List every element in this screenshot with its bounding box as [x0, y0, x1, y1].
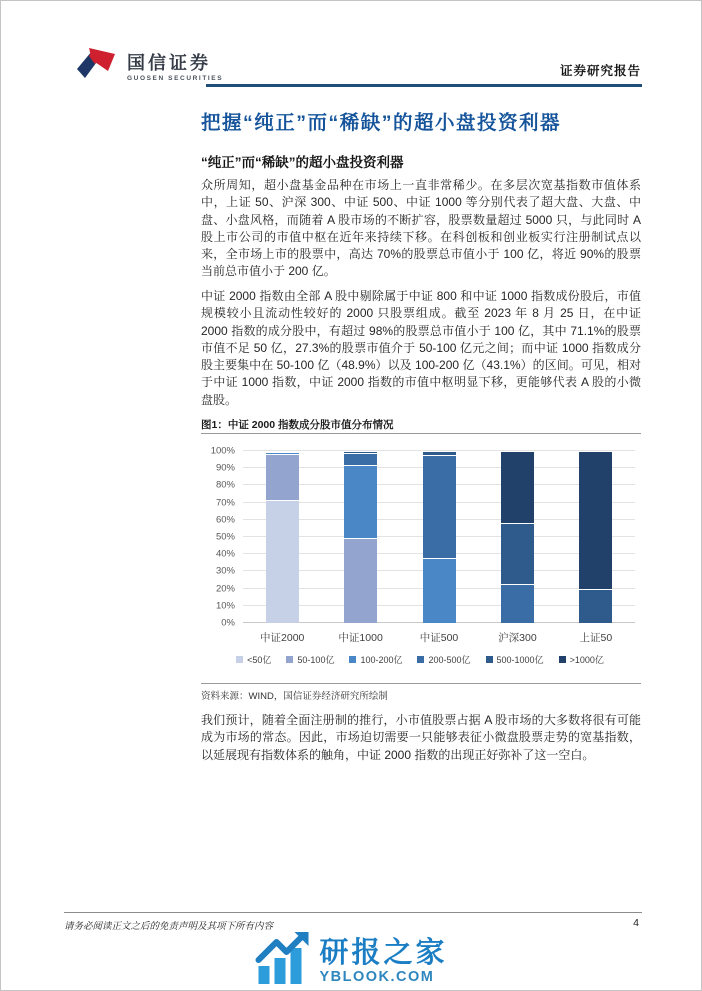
- figure-source: 资料来源：WIND，国信证券经济研究所绘制: [201, 691, 388, 702]
- guosen-logo-icon: [75, 45, 119, 90]
- figure-bottom-rule: [201, 683, 641, 684]
- bar-segment: [579, 452, 612, 590]
- logo-title: 国信证券: [127, 53, 211, 73]
- bar-segment: [423, 559, 456, 623]
- category-label: 中证500: [419, 632, 459, 644]
- y-tick-label: 20%: [215, 583, 235, 595]
- legend-label: 500-1000亿: [496, 655, 544, 665]
- bar-slot: [321, 451, 399, 623]
- paragraph-2: 中证 2000 指数由全部 A 股中剔除属于中证 800 和中证 1000 指数成份股后，市值规模较小且流动性较好的 2000 只股票组成。截至 2023 年 8 月 25 日，在中证 2000 指数的成分股中，有超过 98%的股票总市值小于 100 亿，其中 71.1%的股票市值不足 50 亿，27.3%的股票市值介于 50-100 亿元之间；而中证 1000 指数成分股主要集中在 50-100 亿（48.9%）以及 100-200 亿（43.1%）的区间。可见，相对于中证 1000 指数，中证 2000 指数的市值中枢明显下移，更能够代表 A 股的小微盘股。: [201, 289, 641, 407]
- y-tick-label: 50%: [215, 531, 235, 543]
- bar-segment: [501, 524, 534, 586]
- bar-segment: [344, 466, 377, 540]
- y-tick-label: 90%: [215, 462, 235, 474]
- stacked-bar-中证1000: [344, 452, 377, 623]
- report-type-label: 证券研究报告: [559, 64, 641, 78]
- watermark: [254, 932, 447, 991]
- footer-disclaimer: 请务必阅读正文之后的免责声明及其项下所有内容: [64, 921, 274, 932]
- chart-x-axis: [243, 630, 635, 645]
- bar-segment: [501, 585, 534, 623]
- chart-plot: [243, 451, 635, 623]
- legend-label: >1000亿: [569, 655, 604, 665]
- stacked-bar-上证50: [579, 452, 612, 623]
- logo-subtitle: GUOSEN SECURITIES: [127, 75, 224, 82]
- y-tick-label: 100%: [210, 445, 235, 457]
- y-tick-label: 80%: [215, 479, 235, 491]
- chart-y-axis: [201, 445, 235, 629]
- legend-item: [349, 653, 402, 666]
- article-title: 把握“纯正”而“稀缺”的超小盘投资利器: [201, 112, 562, 134]
- watermark-site: YBLOOK.COM: [319, 969, 435, 985]
- bar-segment: [344, 539, 377, 623]
- bar-segment: [501, 452, 534, 524]
- legend-swatch: [559, 656, 566, 663]
- category-label: 中证2000: [260, 632, 305, 644]
- figure-top-rule: [201, 433, 641, 434]
- y-tick-label: 30%: [215, 565, 235, 577]
- legend-label: <50亿: [247, 655, 272, 665]
- legend-swatch: [486, 656, 493, 663]
- category-label: 上证50: [579, 632, 613, 644]
- paragraph-3: 我们预计，随着全面注册制的推行，小市值股票占据 A 股市场的大多数将很有可能成为市场的常态。因此，市场迫切需要一只能够表征小微盘股票走势的宽基指数，以延展现有指数体系的触角，中证 2000 指数的出现正好弥补了这一空白。: [201, 713, 641, 762]
- legend-item: [417, 653, 470, 666]
- figure-title: 图1：中证 2000 指数成分股市值分布情况: [201, 419, 394, 431]
- watermark-chart-icon: [254, 932, 310, 991]
- legend-swatch: [417, 656, 424, 663]
- header-rule: [206, 84, 642, 87]
- bar-slot: [557, 451, 635, 623]
- y-tick-label: 0%: [221, 617, 235, 629]
- chart-legend: [201, 653, 639, 666]
- y-tick-label: 10%: [215, 600, 235, 612]
- legend-swatch: [236, 656, 243, 663]
- paragraph-1: 众所周知，超小盘基金品种在市场上一直非常稀少。在多层次宽基指数市值体系中，上证 50、沪深 300、中证 500、中证 1000 等分别代表了超大盘、大盘、中盘、小盘风格，而随着 A 股市场的不断扩容，股票数量超过 5000 只，与此同时 A 股上市公司的市值中枢在近年来持续下移。在科创板和创业板实行注册制试点以来，全市场上市的股票中，高达 70%的股票总市值小于 100 亿，将近 90%的股票当前总市值小于 200 亿。: [201, 178, 641, 279]
- footer-rule: [64, 912, 642, 913]
- chart: [201, 444, 639, 676]
- category-label: 中证1000: [338, 632, 383, 644]
- stacked-bar-沪深300: [501, 452, 534, 623]
- watermark-name: 研报之家: [319, 937, 448, 969]
- category-label: 沪深300: [498, 632, 537, 644]
- legend-item: [236, 653, 271, 666]
- bar-slot: [400, 451, 478, 623]
- page-number: 4: [633, 917, 639, 929]
- legend-swatch: [286, 656, 293, 663]
- bar-segment: [344, 454, 377, 466]
- bar-segment: [266, 455, 299, 501]
- legend-item: [559, 653, 604, 666]
- legend-item: [286, 653, 334, 666]
- stacked-bar-中证2000: [266, 452, 299, 623]
- bar-segment: [266, 501, 299, 623]
- bar-segment: [423, 456, 456, 559]
- legend-label: 200-500亿: [428, 655, 471, 665]
- article-subtitle: “纯正”而“稀缺”的超小盘投资利器: [201, 155, 404, 170]
- legend-label: 100-200亿: [360, 655, 403, 665]
- y-tick-label: 40%: [215, 548, 235, 560]
- legend-swatch: [349, 656, 356, 663]
- y-tick-label: 70%: [215, 497, 235, 509]
- legend-item: [486, 653, 544, 666]
- bar-segment: [579, 590, 612, 623]
- header-logo: [75, 45, 223, 90]
- y-tick-label: 60%: [215, 514, 235, 526]
- bar-slot: [243, 451, 321, 623]
- stacked-bar-中证500: [423, 452, 456, 623]
- bar-slot: [478, 451, 556, 623]
- legend-label: 50-100亿: [297, 655, 335, 665]
